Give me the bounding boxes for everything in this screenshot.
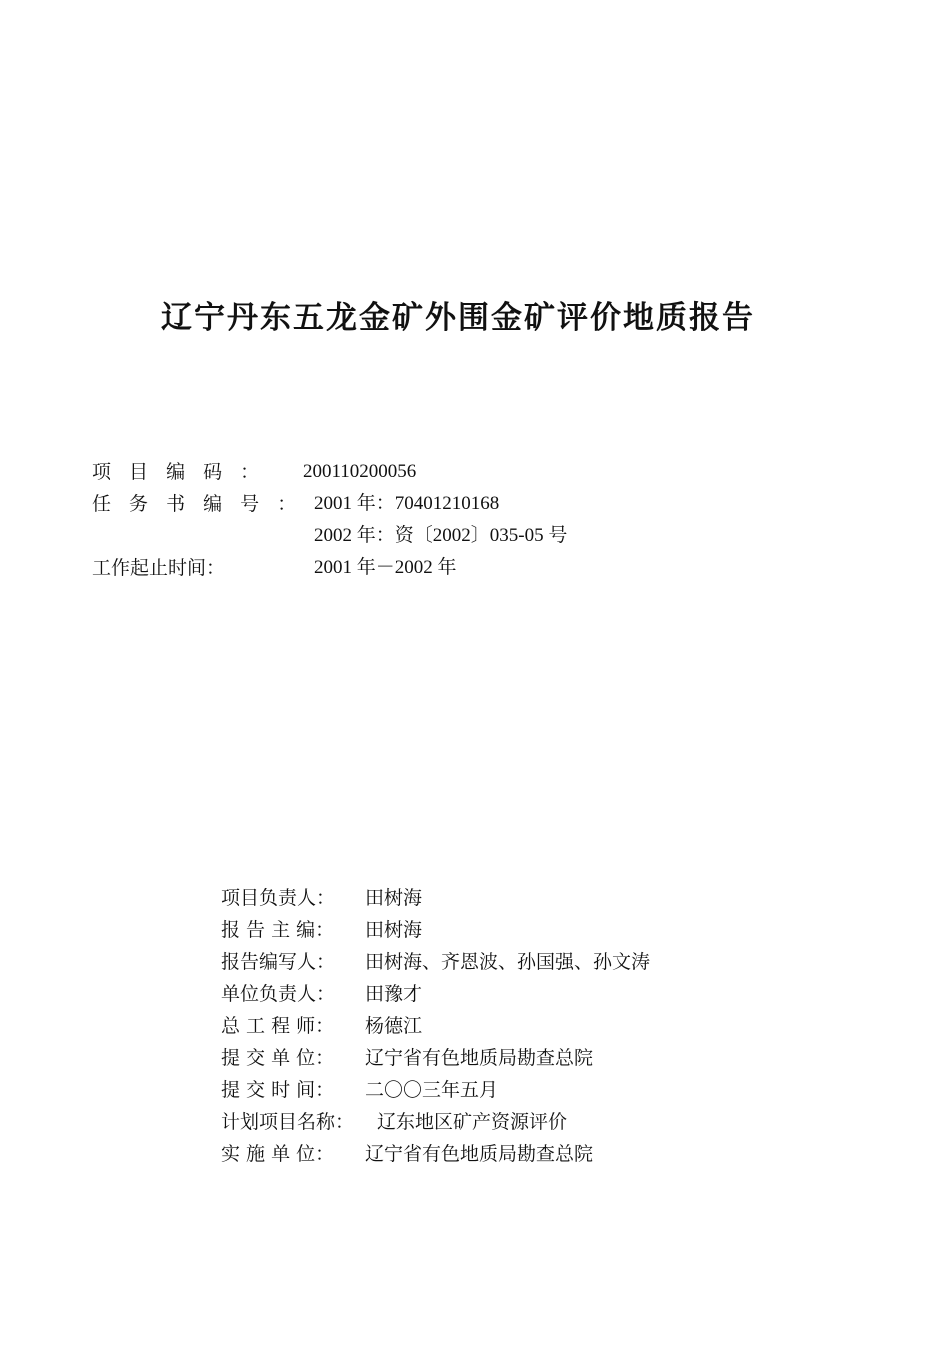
credit-submission-date bbox=[221, 1078, 498, 1102]
credit-value: 田树海、齐恩波、孙国强、孙文涛 bbox=[365, 951, 651, 973]
credit-label: 报 告 主 编： bbox=[221, 919, 335, 941]
credit-label: 计划项目名称： bbox=[221, 1111, 355, 1133]
credit-unit-leader bbox=[221, 982, 422, 1006]
report-title: 辽宁丹东五龙金矿外围金矿评价地质报告 bbox=[161, 300, 755, 336]
project-code-label: 项 目 编 码 ： bbox=[92, 461, 266, 483]
credit-implementing-unit bbox=[221, 1142, 593, 1166]
project-code-value: 200110200056 bbox=[303, 461, 417, 482]
credit-project-leader bbox=[221, 886, 422, 910]
credit-submitting-unit bbox=[221, 1046, 593, 1070]
credit-chief-editor bbox=[221, 918, 422, 942]
credit-authors bbox=[221, 950, 650, 974]
credit-value: 田豫才 bbox=[365, 983, 423, 1005]
credit-label: 提 交 时 间： bbox=[221, 1079, 335, 1101]
credit-label: 实 施 单 位： bbox=[221, 1143, 335, 1165]
work-period-value: 2001 年－2002 年 bbox=[314, 557, 457, 578]
credit-label: 总 工 程 师： bbox=[221, 1015, 335, 1037]
credit-value: 田树海 bbox=[365, 887, 423, 909]
task-book-value-2001: 2001 年：70401210168 bbox=[314, 493, 500, 514]
credit-value: 辽宁省有色地质局勘查总院 bbox=[365, 1047, 594, 1069]
credit-value: 二〇〇三年五月 bbox=[365, 1079, 499, 1101]
credit-label: 单位负责人： bbox=[221, 983, 336, 1005]
credit-plan-project-name bbox=[221, 1110, 567, 1134]
credit-label: 项目负责人： bbox=[221, 887, 336, 909]
credit-value: 田树海 bbox=[365, 919, 423, 941]
credit-label: 报告编写人： bbox=[221, 951, 336, 973]
credit-value: 辽东地区矿产资源评价 bbox=[377, 1111, 568, 1133]
credit-value: 杨德江 bbox=[365, 1015, 423, 1037]
task-book-label: 任 务 书 编 号 ： bbox=[92, 493, 303, 515]
credit-chief-engineer bbox=[221, 1014, 422, 1038]
credit-label: 提 交 单 位： bbox=[221, 1047, 335, 1069]
work-period-label: 工作起止时间： bbox=[92, 557, 226, 579]
credit-value: 辽宁省有色地质局勘查总院 bbox=[365, 1143, 594, 1165]
task-book-value-2002: 2002 年：资〔2002〕035-05 号 bbox=[314, 525, 568, 546]
